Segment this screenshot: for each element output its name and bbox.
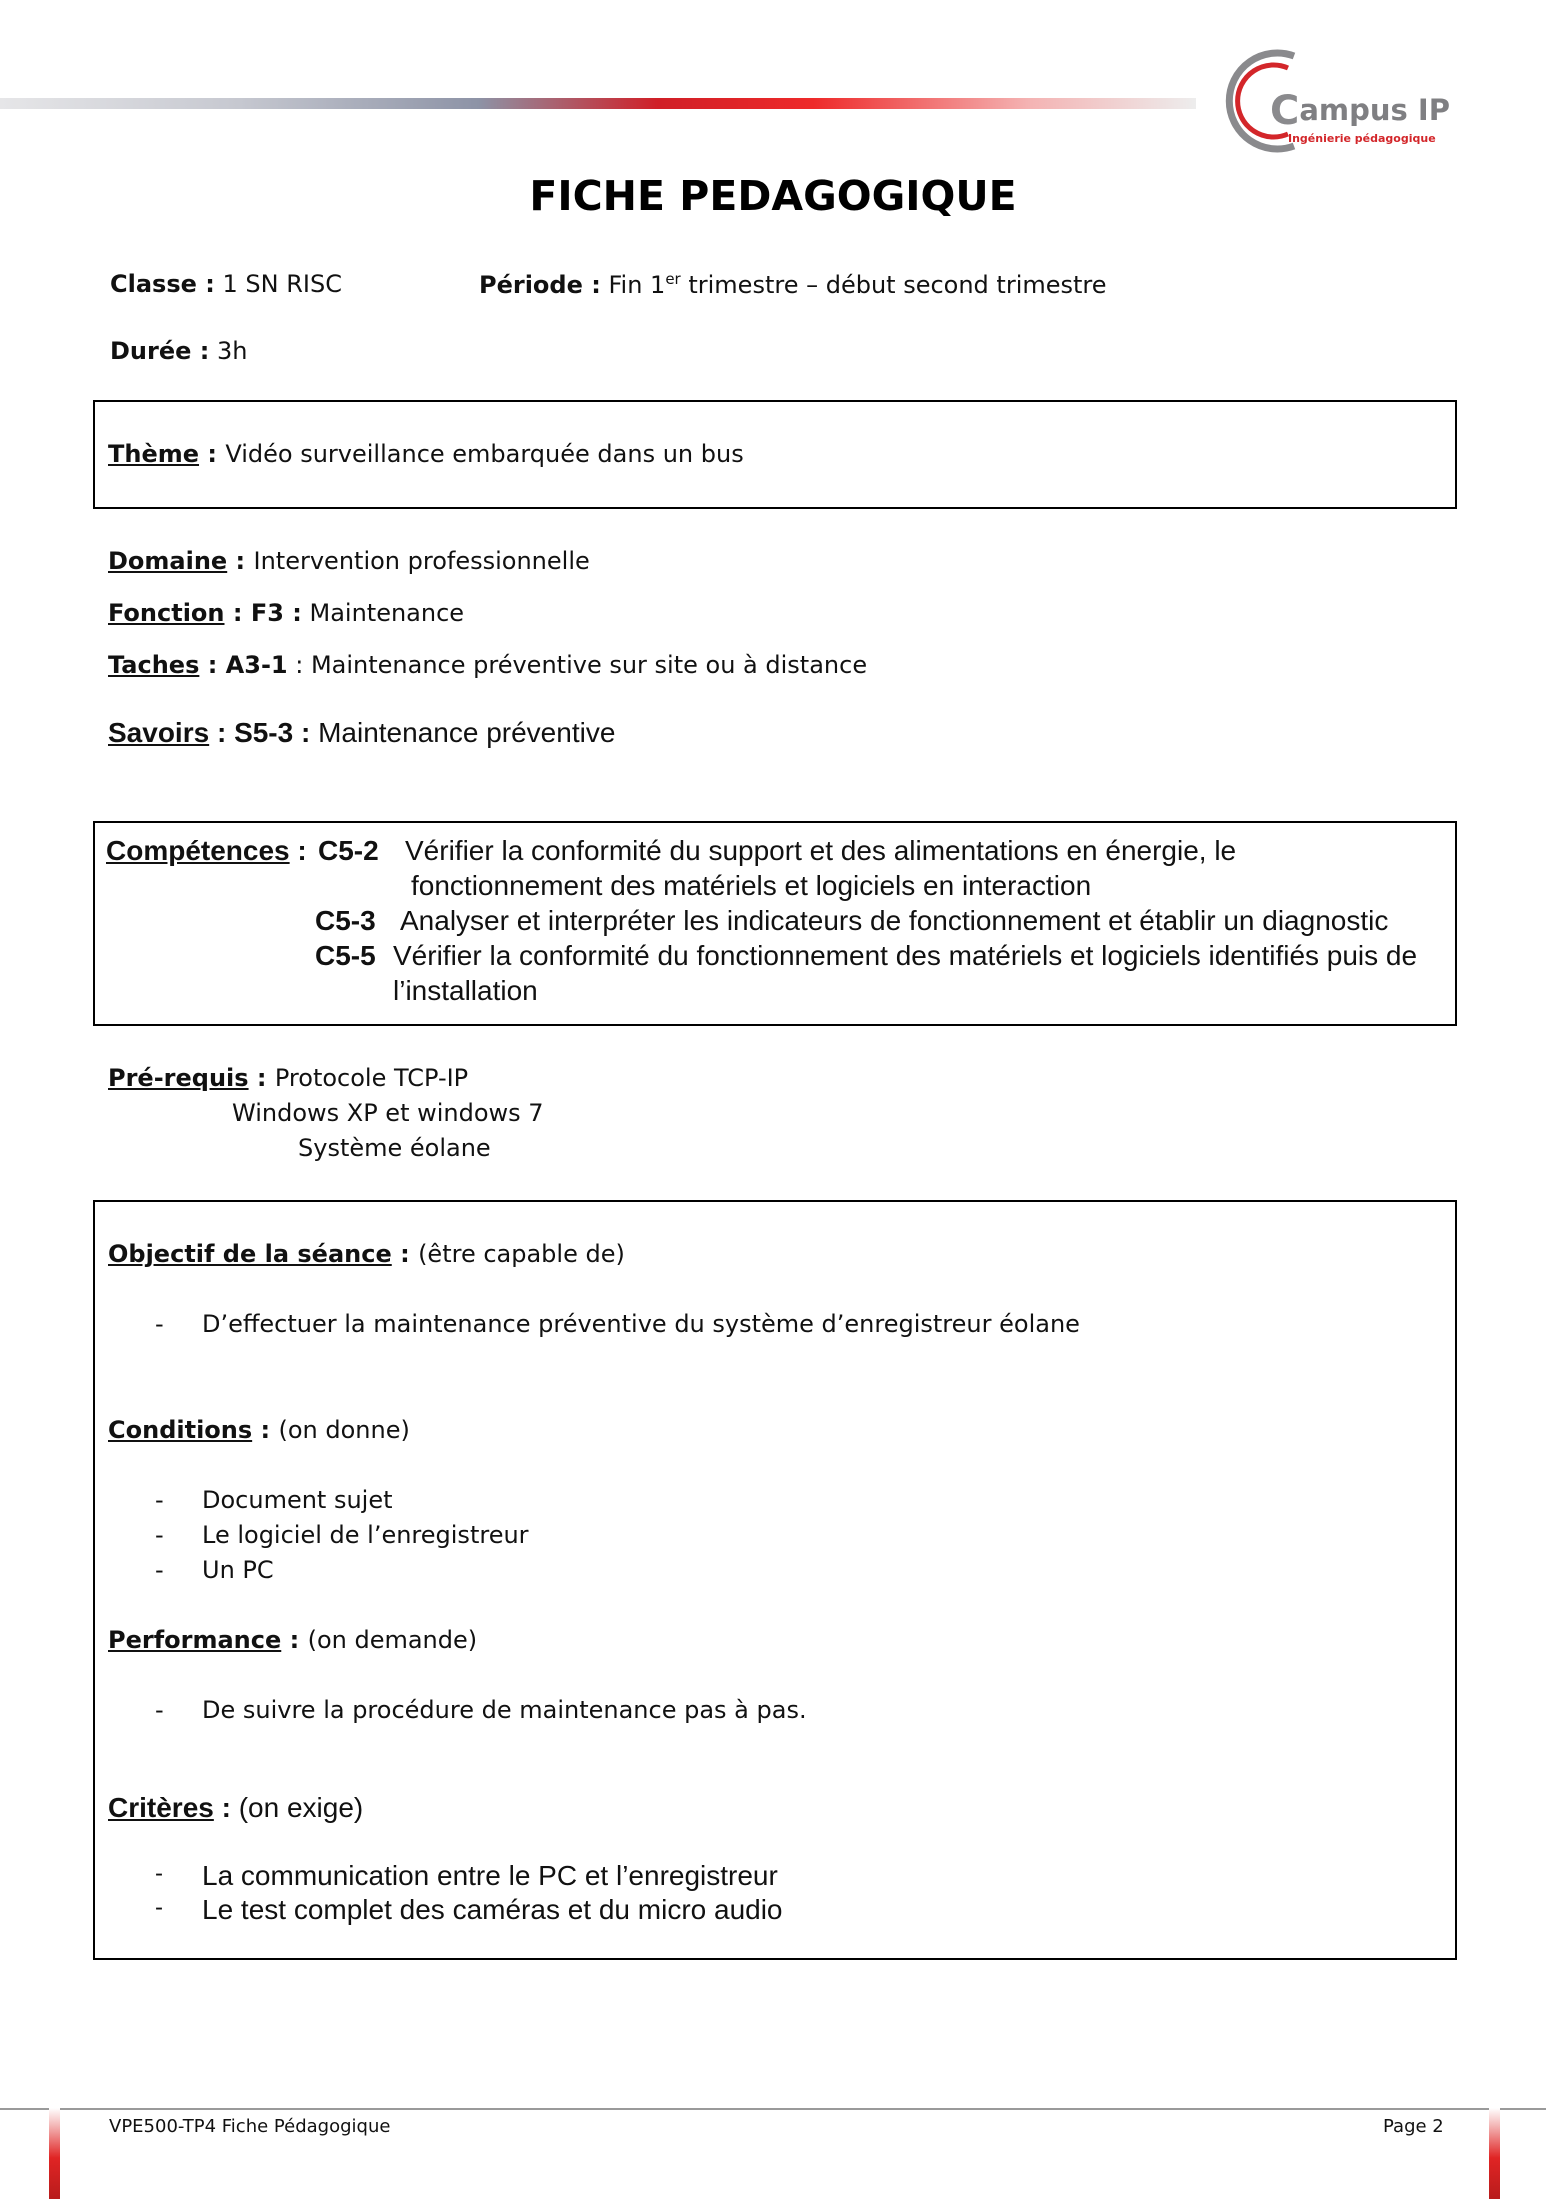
duree-line — [110, 337, 247, 365]
domaine-sep: : — [227, 547, 254, 575]
performance-item: De suivre la procédure de maintenance pas à pas. — [202, 1696, 807, 1724]
classe-label: Classe : — [110, 270, 215, 298]
savoirs-label: Savoirs — [108, 717, 210, 748]
conditions-heading — [108, 1416, 410, 1444]
theme-value: Vidéo surveillance embarquée dans un bus — [225, 440, 744, 468]
savoirs-value: Maintenance préventive — [310, 717, 616, 748]
domaine-line — [108, 547, 590, 575]
domaine-label: Domaine — [108, 547, 228, 575]
performance-heading — [108, 1626, 477, 1654]
conditions-note: (on donne) — [278, 1416, 410, 1444]
savoirs-code: S5-3 : — [234, 717, 311, 748]
prerequis-label: Pré-requis — [108, 1064, 249, 1092]
competence-code: C5-2 — [318, 835, 379, 866]
savoirs-sep: : — [209, 717, 235, 748]
taches-code: A3-1 — [225, 651, 288, 679]
theme-line — [108, 440, 744, 468]
prerequis-item: Protocole TCP-IP — [274, 1064, 469, 1092]
competence-code: C5-3 — [315, 905, 376, 936]
objectif-heading — [108, 1240, 625, 1268]
list-bullet: - — [155, 1521, 164, 1549]
condition-item: Le logiciel de l’enregistreur — [202, 1521, 529, 1549]
objectif-sep: : — [391, 1240, 419, 1268]
footer-right-accent — [1489, 2108, 1500, 2199]
prerequis-item: Windows XP et windows 7 — [232, 1099, 544, 1127]
competence-c5-5-line1: Vérifier la conformité du fonctionnement des matériels et logiciels identifiés puis de — [393, 940, 1418, 971]
savoirs-line — [108, 717, 615, 749]
classe-line — [110, 270, 342, 298]
list-bullet: - — [155, 1894, 163, 1921]
criteres-sep: : — [213, 1792, 239, 1823]
footer-divider — [0, 2108, 1546, 2110]
performance-sep: : — [281, 1626, 308, 1654]
fonction-code: F3 : — [250, 599, 302, 627]
prerequis-line — [108, 1064, 468, 1092]
objectif-item: D’effectuer la maintenance préventive du système d’enregistreur éolane — [202, 1310, 1080, 1338]
theme-sep: : — [199, 440, 226, 468]
logo-text: Campus IP — [1270, 88, 1450, 134]
footer-document-name: VPE500-TP4 Fiche Pédagogique — [109, 2116, 391, 2137]
criteres-heading — [108, 1792, 363, 1824]
list-bullet: - — [155, 1860, 163, 1887]
competence-code: C5-5 — [315, 940, 376, 971]
periode-line — [479, 270, 1107, 299]
conditions-sep: : — [252, 1416, 279, 1444]
condition-item: Un PC — [202, 1556, 274, 1584]
condition-item: Document sujet — [202, 1486, 393, 1514]
logo-subtitle: Ingénierie pédagogique — [1288, 132, 1436, 145]
criteres-note: (on exige) — [238, 1792, 364, 1823]
competence-c5-3 — [315, 905, 376, 937]
objectif-label: Objectif de la séance — [108, 1240, 392, 1268]
prerequis-sep: : — [248, 1064, 275, 1092]
footer-left-accent — [49, 2108, 60, 2199]
competence-c5-2-line2: fonctionnement des matériels et logiciels en interaction — [411, 870, 1092, 901]
duree-value: 3h — [217, 337, 248, 365]
criteres-label: Critères — [108, 1792, 214, 1823]
domaine-value: Intervention professionnelle — [253, 547, 590, 575]
periode-label: Période : — [479, 271, 601, 299]
header-gradient-bar — [0, 98, 1196, 109]
objectif-note: (être capable de) — [418, 1240, 625, 1268]
duree-label: Durée : — [110, 337, 210, 365]
prerequis-item: Système éolane — [298, 1134, 491, 1162]
performance-label: Performance — [108, 1626, 282, 1654]
critere-item: La communication entre le PC et l’enregistreur — [202, 1860, 778, 1891]
critere-item: Le test complet des caméras et du micro audio — [202, 1894, 783, 1925]
competences-label: Compétences — [106, 835, 290, 866]
theme-label: Thème — [108, 440, 200, 468]
competence-c5-5-line2: l’installation — [393, 975, 538, 1006]
competences-sep: : — [289, 835, 307, 866]
page-title: FICHE PEDAGOGIQUE — [529, 172, 1017, 220]
taches-value: : Maintenance préventive sur site ou à distance — [287, 651, 868, 679]
periode-value-sup: er — [665, 270, 681, 288]
list-bullet: - — [155, 1696, 164, 1724]
competence-c5-3-line1: Analyser et interpréter les indicateurs de fonctionnement et établir un diagnostic — [400, 905, 1389, 936]
taches-label: Taches — [108, 651, 200, 679]
competence-c5-2-line1: Vérifier la conformité du support et des alimentations en énergie, le — [405, 835, 1237, 866]
fonction-sep: : — [224, 599, 251, 627]
competence-c5-5 — [315, 940, 376, 972]
fonction-value: Maintenance — [301, 599, 465, 627]
list-bullet: - — [155, 1556, 164, 1584]
periode-value-pre: Fin 1 — [608, 271, 666, 299]
classe-value: 1 SN RISC — [222, 270, 342, 298]
taches-sep: : — [199, 651, 226, 679]
list-bullet: - — [155, 1486, 164, 1514]
periode-value-post: trimestre – début second trimestre — [680, 271, 1107, 299]
list-bullet: - — [155, 1310, 164, 1338]
footer-page-number: Page 2 — [1383, 2116, 1444, 2137]
taches-line — [108, 651, 867, 679]
conditions-label: Conditions — [108, 1416, 253, 1444]
fonction-label: Fonction — [108, 599, 225, 627]
performance-note: (on demande) — [307, 1626, 478, 1654]
competence-c5-2 — [318, 835, 379, 867]
fonction-line — [108, 599, 464, 627]
competences-heading — [106, 835, 307, 867]
campus-ip-logo — [1224, 46, 1450, 156]
